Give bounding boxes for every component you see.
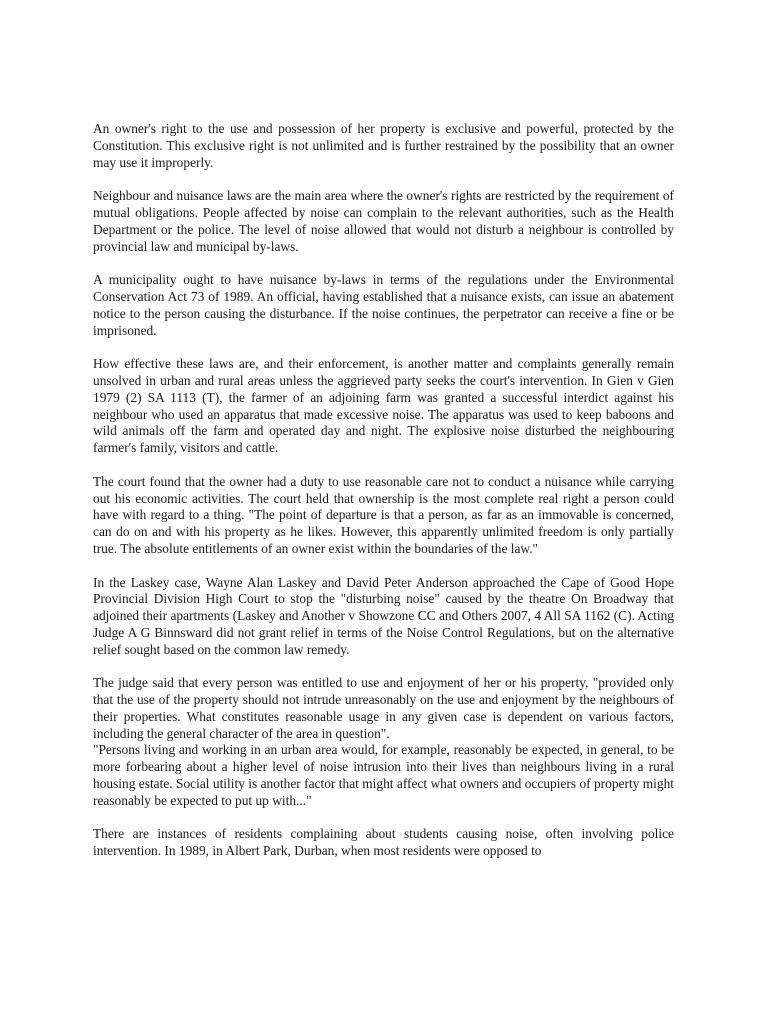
document-body (93, 121, 674, 877)
paragraph-owner-rights: An owner's right to the use and possession of her property is exclusive and powerful, protected by the Constitution. This exclusive right is not unlimited and is further restrained by the possibility that an owner may use it improperly. (93, 121, 674, 170)
paragraph-gien-case: How effective these laws are, and their enforcement, is another matter and complaints generally remain unsolved in urban and rural areas unless the aggrieved party seeks the court's intervention. In Gien v Gien 1979 (2) SA 1113 (T), the farmer of an adjoining farm was granted a successful interdict against his neighbour who used an apparatus that made excessive noise. The apparatus was used to keep baboons and wild animals off the farm and operated day and night. The explosive noise disturbed the neighbouring farmer's family, visitors and cattle. (93, 356, 674, 456)
paragraph-neighbour-nuisance-laws: Neighbour and nuisance laws are the main area where the owner's rights are restricted by the requirement of mutual obligations. People affected by noise can complain to the relevant authorities, such as the Health Department or the police. The level of noise allowed that would not disturb a neighbour is controlled by provincial law and municipal by-laws. (93, 188, 674, 254)
paragraph-urban-quote: "Persons living and working in an urban area would, for example, reasonably be expected, in general, to be more forbearing about a higher level of noise intrusion into their lives than neighbours living in a rural housing estate. Social utility is another factor that might affect what owners and occupiers of property might reasonably be expected to put up with..." (93, 742, 674, 808)
paragraph-laskey-case: In the Laskey case, Wayne Alan Laskey and David Peter Anderson approached the Cape of Good Hope Provincial Division High Court to stop the "disturbing noise" caused by the theatre On Broadway that adjoined their apartments (Laskey and Another v Showzone CC and Others 2007, 4 All SA 1162 (C). Acting Judge A G Binnsward did not grant relief in terms of the Noise Control Regulations, but on the alternative relief sought based on the common law remedy. (93, 574, 674, 657)
paragraph-court-finding: The court found that the owner had a duty to use reasonable care not to conduct a nuisance while carrying out his economic activities. The court held that ownership is the most complete real right a person could have with regard to a thing. "The point of departure is that a person, as far as an immovable is concerned, can do on and with his property as he likes. However, this apparently unlimited freedom is only partially true. The absolute entitlements of an owner exist within the boundaries of the law." (93, 473, 674, 556)
paragraph-judge-statement: The judge said that every person was entitled to use and enjoyment of her or his property, "provided only that the use of the property should not intrude unreasonably on the use and enjoyment by the neighbours of their properties. What constitutes reasonable usage in any given case is dependent on various factors, including the general character of the area in question". (93, 675, 674, 741)
paragraph-municipal-by-laws: A municipality ought to have nuisance by-laws in terms of the regulations under the Environmental Conservation Act 73 of 1989. An official, having established that a nuisance exists, can issue an abatement notice to the person causing the disturbance. If the noise continues, the perpetrator can receive a fine or be imprisoned. (93, 272, 674, 338)
paragraph-students-noise: There are instances of residents complaining about students causing noise, often involving police intervention. In 1989, in Albert Park, Durban, when most residents were opposed to (93, 826, 674, 859)
